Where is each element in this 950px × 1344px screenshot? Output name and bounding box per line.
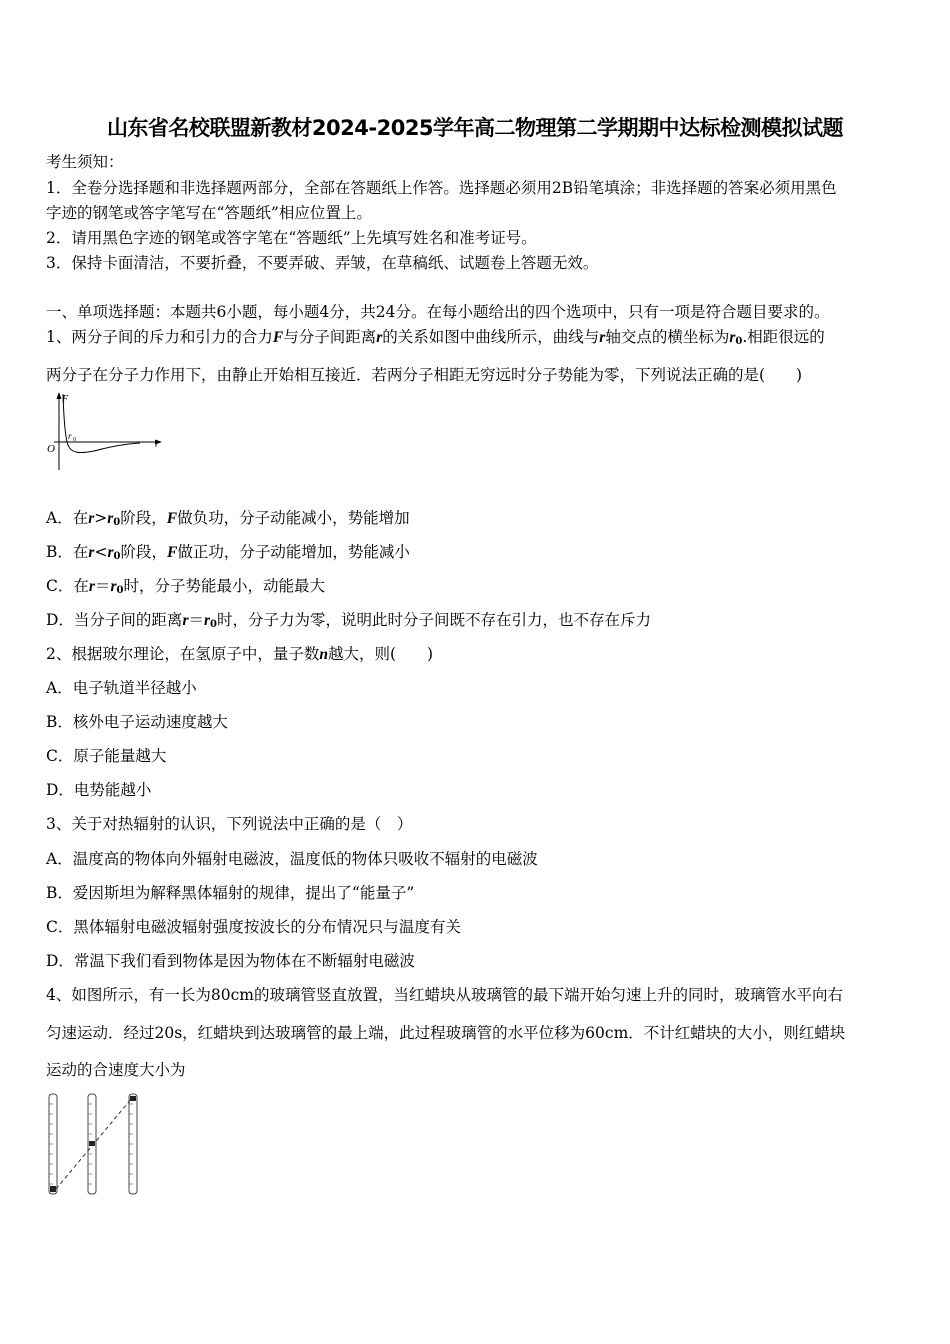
- q4-stem-line1: 4、如图所示，有一长为80cm的玻璃管竖直放置，当红蜡块从玻璃管的最下端开始匀速上升的同时，玻璃管水平向右: [46, 986, 843, 1004]
- notice-item: 字迹的钢笔或答字笔写在“答题纸”相应位置上。: [46, 204, 372, 222]
- q3-stem: 3、关于对热辐射的认识，下列说法中正确的是（ ）: [46, 815, 413, 833]
- q1-option-b: B．在$r<r_0$阶段，F做正功，分子动能增加，势能减小: [46, 543, 410, 562]
- q1-option-d: D．当分子间的距离$r=r_0$时，分子力为零，说明此时分子间既不存在引力，也不存在斥力: [46, 611, 652, 630]
- force-distance-graph: [44, 390, 169, 475]
- graph-origin-label: O: [47, 443, 55, 455]
- q1-option-a: A．在$r>r_0$阶段，F做负功，分子动能减小，势能增加: [46, 509, 410, 528]
- graph-r0-label: r: [68, 431, 72, 441]
- q4-stem-line2: 匀速运动．经过20s，红蜡块到达玻璃管的最上端，此过程玻璃管的水平位移为60cm．不计红蜡块的大小，则红蜡块: [46, 1024, 846, 1042]
- wax-block-start: [50, 1186, 56, 1192]
- notice-item: 3．保持卡面清洁，不要折叠，不要弄破、弄皱，在草稿纸、试题卷上答题无效。: [46, 254, 599, 272]
- q1-option-c: C．在$r=r_0$时，分子势能最小，动能最大: [46, 577, 325, 596]
- q3-option-b: B．爱因斯坦为解释黑体辐射的规律，提出了“能量子”: [46, 884, 415, 902]
- glass-tube-diagram: [44, 1090, 144, 1198]
- notice-heading: 考生须知：: [46, 153, 124, 171]
- q4-stem-line3: 运动的合速度大小为: [46, 1061, 186, 1079]
- graph-y-label: F: [62, 394, 69, 405]
- section-heading: 一、单项选择题：本题共6小题，每小题4分，共24分。在每小题给出的四个选项中，只有一项是符合题目要求的。: [46, 303, 830, 321]
- q1-stem-line2: 两分子在分子力作用下，由静止开始相互接近．若两分子相距无穷远时分子势能为零，下列说法正确的是( ): [46, 366, 803, 384]
- q2-option-d: D．电势能越小: [46, 781, 152, 799]
- q2-option-b: B．核外电子运动速度越大: [46, 713, 228, 731]
- graph-r0-subscript: 0: [73, 437, 76, 443]
- trajectory-line: [56, 1098, 132, 1189]
- wax-block-end: [130, 1096, 136, 1101]
- q2-option-c: C．原子能量越大: [46, 747, 167, 765]
- q2-option-a: A．电子轨道半径越小: [46, 679, 197, 697]
- q3-option-a: A．温度高的物体向外辐射电磁波，温度低的物体只吸收不辐射的电磁波: [46, 850, 538, 868]
- q1-stem-line1: 1、两分子间的斥力和引力的合力F与分子间距离r的关系如图中曲线所示，曲线与r轴交点的横坐标为$r_0$.相距很远的: [46, 328, 825, 347]
- q3-option-d: D．常温下我们看到物体是因为物体在不断辐射电磁波: [46, 952, 415, 970]
- q2-stem: 2、根据玻尔理论，在氢原子中，量子数n越大，则( ): [46, 645, 434, 663]
- notice-item: 2．请用黑色字迹的钢笔或答字笔在“答题纸”上先填写姓名和准考证号。: [46, 229, 537, 247]
- q3-option-c: C．黑体辐射电磁波辐射强度按波长的分布情况只与温度有关: [46, 918, 461, 936]
- graph-x-label: r: [155, 439, 159, 450]
- page-title: 山东省名校联盟新教材2024-2025学年高二物理第二学期期中达标检测模拟试题: [106, 116, 844, 140]
- notice-item: 1．全卷分选择题和非选择题两部分，全部在答题纸上作答。选择题必须用2B铅笔填涂；非选择题的答案必须用黑色: [46, 179, 837, 197]
